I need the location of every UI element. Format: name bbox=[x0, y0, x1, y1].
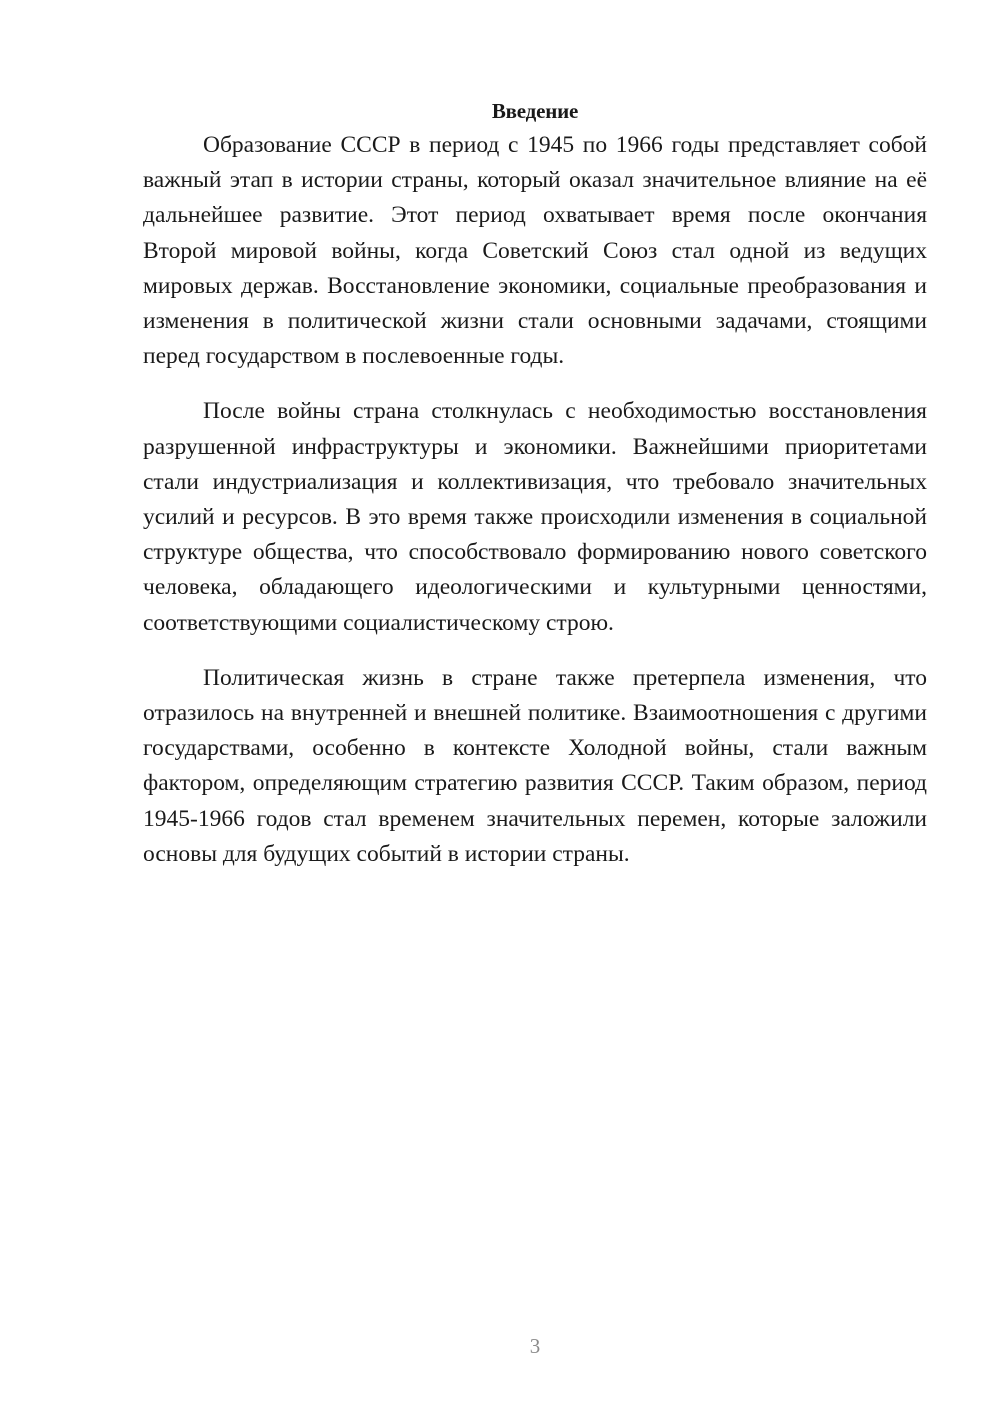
paragraph-3: Политическая жизнь в стране также претерпела изменения, что отразилось на внутренней и внешней политике. Взаимоотношения с другими государствами, особенно в контексте Холодной войны, стали важным фактором, определяющим стратегию развития СССР. Таким образом, период 1945-1966 годов стал временем значительных перемен, которые заложили основы для будущих событий в истории страны. bbox=[143, 664, 927, 867]
page-content bbox=[143, 94, 927, 872]
paragraph-1: Образование СССР в период с 1945 по 1966 годы представляет собой важный этап в истории страны, который оказал значительное влияние на её дальнейшее развитие. Этот период охватывает время после окончания Второй мировой войны, когда Советский Союз стал одной из ведущих мировых держав. Восстановление экономики, социальные преобразования и изменения в политической жизни стали основными задачами, стоящими перед государством в послевоенные годы. bbox=[143, 132, 927, 370]
page-number: 3 bbox=[529, 1334, 541, 1358]
paragraph-2: После войны страна столкнулась с необходимостью восстановления разрушенной инфраструктуры и экономики. Важнейшими приоритетами стали индустриализация и коллективизация, что требовало значительных усилий и ресурсов. В это время также происходили изменения в социальной структуре общества, что способствовало формированию нового советского человека, обладающего идеологическими и культурными ценностями, соответствующими социалистическому строю. bbox=[143, 398, 927, 636]
section-heading: Введение bbox=[491, 99, 579, 123]
